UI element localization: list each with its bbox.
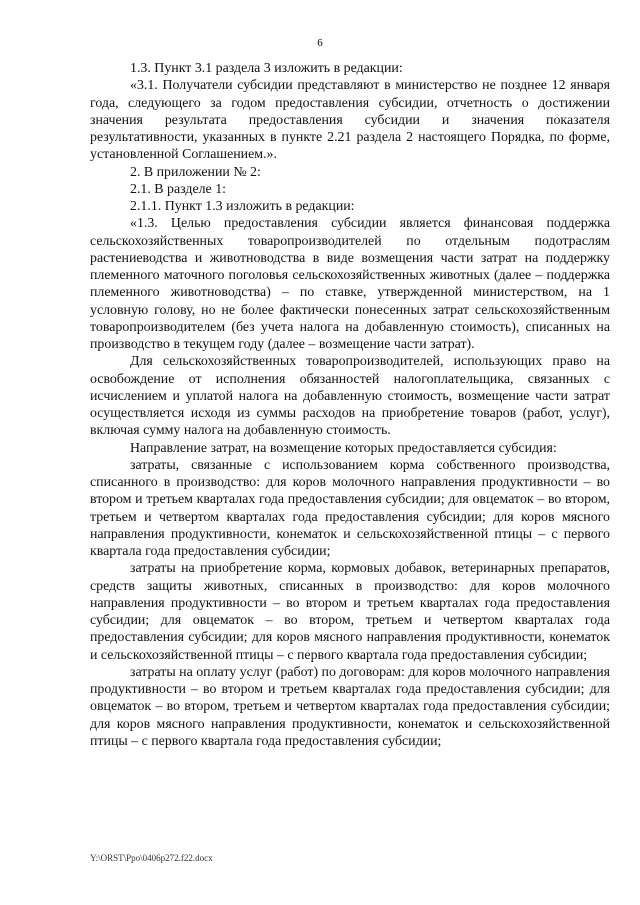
paragraph-purchased-feed-costs: затраты на приобретение корма, кормовых добавок, ветеринарных препаратов, средств защиты животных, списанных в производство: для коров молочного направления продуктивности – во втором и третьем кварталах года предоставления субсидии; для овцематок – во втором, третьем и четвертом кварталах года предоставления субсидии; для коров мясного направления продуктивности, конематок и сельскохозяйственной птицы – с первого квартала года предоставления субсидии; <box>90 561 610 663</box>
document-body <box>90 60 610 750</box>
paragraph-clause-3-1: «3.1. Получатели субсидии представляют в министерство не позднее 12 января года, следующего за годом предоставления субсидии, отчетность о достижении значения результата предоставления субсидии и значения показателя результативности, указанных в пункте 2.21 раздела 2 настоящего Порядка, по форме, установленной Соглашением.». <box>90 78 610 163</box>
footer-file-path: Y:\ORST\Ppo\0406p272.f22.docx <box>90 853 213 863</box>
paragraph-cost-directions: Направление затрат, на возмещение которых предоставляется субсидия: <box>130 440 557 456</box>
paragraph-section-1-heading: 2.1. В разделе 1: <box>130 181 226 197</box>
paragraph-clause-1-3: «1.3. Целью предоставления субсидии является финансовая поддержка сельскохозяйственных товаропроизводителей по отдельным подотраслям растениеводства и животноводства в виде возмещения части затрат на поддержку племенного маточного поголовья сельскохозяйственных животных (далее – поддержка племенного животноводства) – по ставке, утвержденной министерством, на 1 условную голову, но не более фактически понесенных затрат сельскохозяйственным товаропроизводителем (без учета налога на добавленную стоимость), списанных на производство в текущем году (далее – возмещение части затрат). <box>90 216 610 352</box>
paragraph-own-feed-costs: затраты, связанные с использованием корма собственного производства, списанного в производство: для коров молочного направления продуктивности – во втором и третьем кварталах года предоставления субсидии; для овцематок – во втором, третьем и четвертом кварталах года предоставления субсидии; для коров мясного направления продуктивности, конематок и сельскохозяйственной птицы – с первого квартала года предоставления субсидии; <box>90 457 610 559</box>
paragraph-vat-exemption: Для сельскохозяйственных товаропроизводителей, использующих право на освобождение от исполнения обязанностей налогоплательщика, связанных с исчислением и уплатой налога на добавленную стоимость, возмещение части затрат осуществляется исходя из суммы расходов на приобретение товаров (работ, услуг), включая сумму налога на добавленную стоимость. <box>90 354 610 439</box>
paragraph-item-1-3-edit: 2.1.1. Пункт 1.3 изложить в редакции: <box>130 199 355 214</box>
paragraph-appendix-2-heading: 2. В приложении № 2: <box>130 164 261 180</box>
paragraph-services-costs: затраты на оплату услуг (работ) по договорам: для коров молочного направления продуктивности – во втором и третьем кварталах года предоставления субсидии; для овцематок – во втором, третьем и четвертом кварталах года предоставления субсидии; для коров мясного направления продуктивности, конематок и сельскохозяйственной птицы – с первого квартала года предоставления субсидии; <box>90 664 611 749</box>
paragraph-item-1-3-heading: 1.3. Пункт 3.1 раздела 3 изложить в редакции: <box>130 61 403 76</box>
page-number: 6 <box>317 37 323 49</box>
